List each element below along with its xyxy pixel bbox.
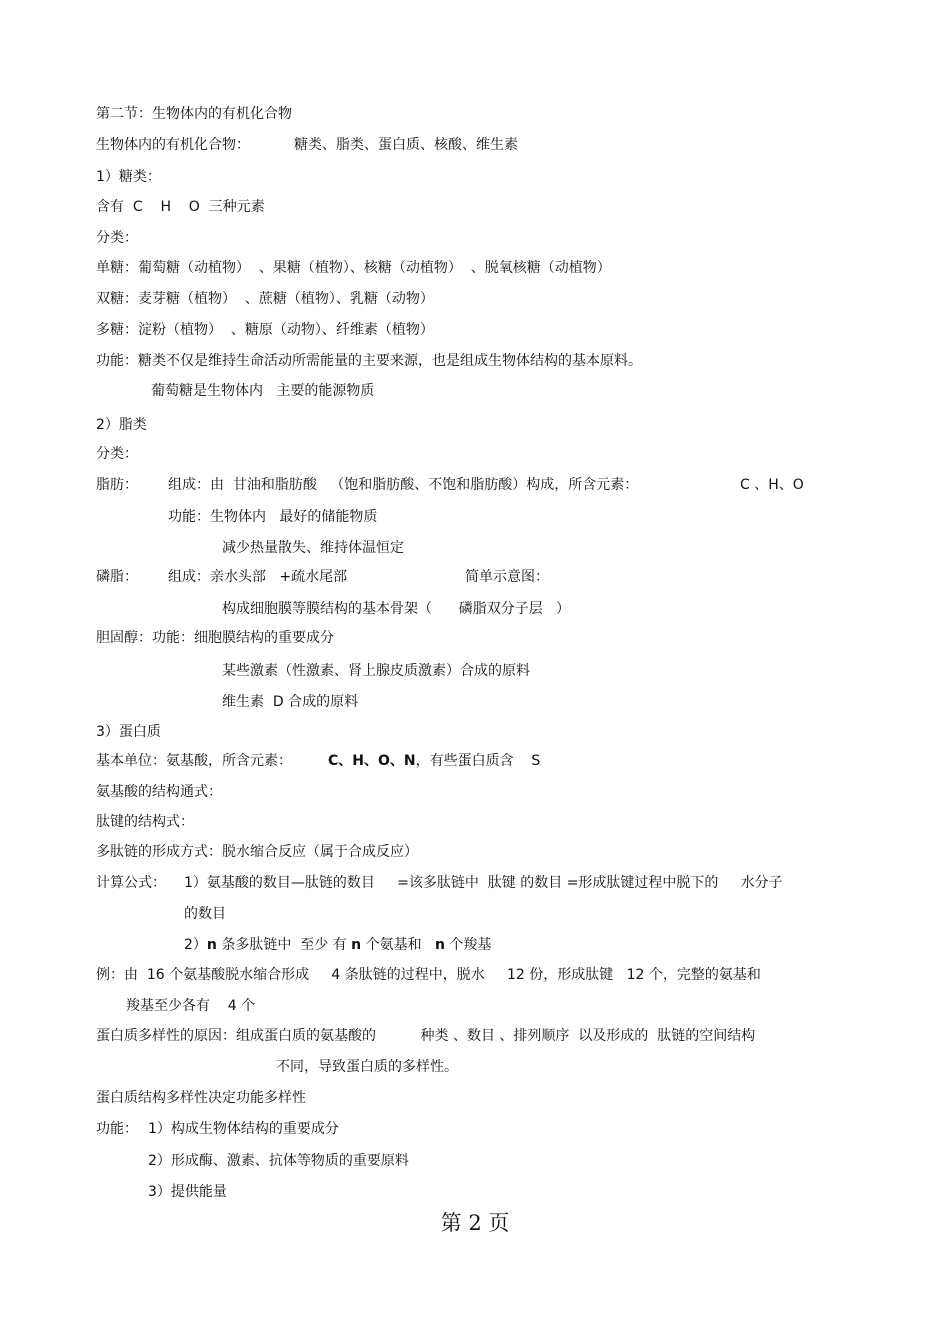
- sugar-classify: 分类：: [96, 230, 138, 246]
- diversity-cont: 不同，导致蛋白质的多样性。: [276, 1059, 458, 1075]
- phospholipid-label: 磷脂：: [96, 569, 138, 585]
- protein-heading: 3）蛋白质: [96, 724, 161, 740]
- overview-items: 糖类、脂类、蛋白质、核酸、维生素: [294, 137, 518, 153]
- function-label: 功能：: [96, 1121, 138, 1137]
- peptide-formula: 肽键的结构式：: [96, 814, 194, 830]
- calc2-suffix: 个羧基: [444, 937, 492, 953]
- fat-label: 脂肪：: [96, 477, 138, 493]
- page-number: 第 2 页: [440, 1211, 510, 1235]
- calc-formula-1: 1）氨基酸的数目—肽链的数目 =该多肽链中 肽键 的数目 =形成肽键过程中脱下的 水分子: [184, 875, 783, 891]
- sugar-mono: 单糖：葡萄糖（动植物） 、果糖（植物）、核糖（动植物） 、脱氧核糖（动植物）: [96, 260, 611, 276]
- protein-unit: [96, 751, 540, 771]
- calc-formula-1-cont: 的数目: [184, 906, 226, 922]
- phospholipid-diagram-label: 简单示意图：: [465, 569, 549, 585]
- structure-function: 蛋白质结构多样性决定功能多样性: [96, 1090, 306, 1106]
- calc2-n: n: [206, 937, 217, 953]
- lipid-heading: 2）脂类: [96, 417, 147, 433]
- cholesterol-3: 维生素 D 合成的原料: [222, 694, 359, 710]
- phospholipid-function: 构成细胞膜等膜结构的基本骨架（ 磷脂双分子层 ）: [222, 601, 571, 617]
- phospholipid-composition: 组成：亲水头部 +疏水尾部: [168, 569, 348, 585]
- cholesterol: 胆固醇：功能：细胞膜结构的重要成分: [96, 630, 334, 646]
- chain-formation: 多肽链的形成方式：脱水缩合反应（属于合成反应）: [96, 844, 418, 860]
- fat-elements: C 、H、O: [740, 477, 804, 493]
- example: 例：由 16 个氨基酸脱水缩合形成 4 条肽链的过程中，脱水 12 份，形成肽键 12 个，完整的氨基和: [96, 967, 761, 983]
- function-2: 2）形成酶、激素、抗体等物质的重要原料: [148, 1153, 409, 1169]
- function-3: 3）提供能量: [148, 1184, 227, 1200]
- protein-unit-tail: ，有些蛋白质含 S: [415, 753, 541, 769]
- lipid-classify: 分类：: [96, 446, 138, 462]
- calc2-mid: 个氨基和: [361, 937, 435, 953]
- sugar-poly: 多糖：淀粉（植物） 、糖原（动物）、纤维素（植物）: [96, 322, 434, 338]
- amino-formula: 氨基酸的结构通式：: [96, 784, 222, 800]
- fat-function-2: 减少热量散失、维持体温恒定: [222, 540, 404, 556]
- section-title: 第二节：生物体内的有机化合物: [96, 106, 292, 122]
- calc2-prefix: 2）: [184, 937, 207, 953]
- calc-label: 计算公式：: [96, 875, 166, 891]
- calc-formula-2: [184, 935, 491, 955]
- overview-label: 生物体内的有机化合物：: [96, 137, 250, 153]
- calc2-mid: 条多肽链中 至少 有: [216, 937, 352, 953]
- calc2-n: n: [434, 937, 445, 953]
- calc2-n: n: [351, 937, 362, 953]
- fat-composition: 组成：由 甘油和脂肪酸 （饱和脂肪酸、不饱和脂肪酸）构成，所含元素：: [168, 477, 639, 493]
- fat-function: 功能：生物体内 最好的储能物质: [168, 509, 378, 525]
- sugar-glucose: 葡萄糖是生物体内 主要的能源物质: [151, 383, 375, 399]
- protein-unit-elements: C、H、O、N: [328, 753, 416, 769]
- sugar-function: 功能：糖类不仅是维持生命活动所需能量的主要来源，也是组成生物体结构的基本原料。: [96, 353, 642, 369]
- function-1: 1）构成生物体结构的重要成分: [148, 1121, 339, 1137]
- sugar-heading: 1）糖类：: [96, 169, 161, 185]
- sugar-di: 双糖：麦芽糖（植物） 、蔗糖（植物）、乳糖（动物）: [96, 291, 434, 307]
- protein-unit-label: 基本单位：氨基酸，所含元素：: [96, 753, 292, 769]
- diversity: 蛋白质多样性的原因：组成蛋白质的氨基酸的 种类 、数目 、排列顺序 以及形成的 肽链的空间结构: [96, 1028, 756, 1044]
- cholesterol-2: 某些激素（性激素、肾上腺皮质激素）合成的原料: [222, 663, 530, 679]
- example-cont: 羧基至少各有 4 个: [126, 998, 256, 1014]
- sugar-elements: 含有 C H O 三种元素: [96, 199, 265, 215]
